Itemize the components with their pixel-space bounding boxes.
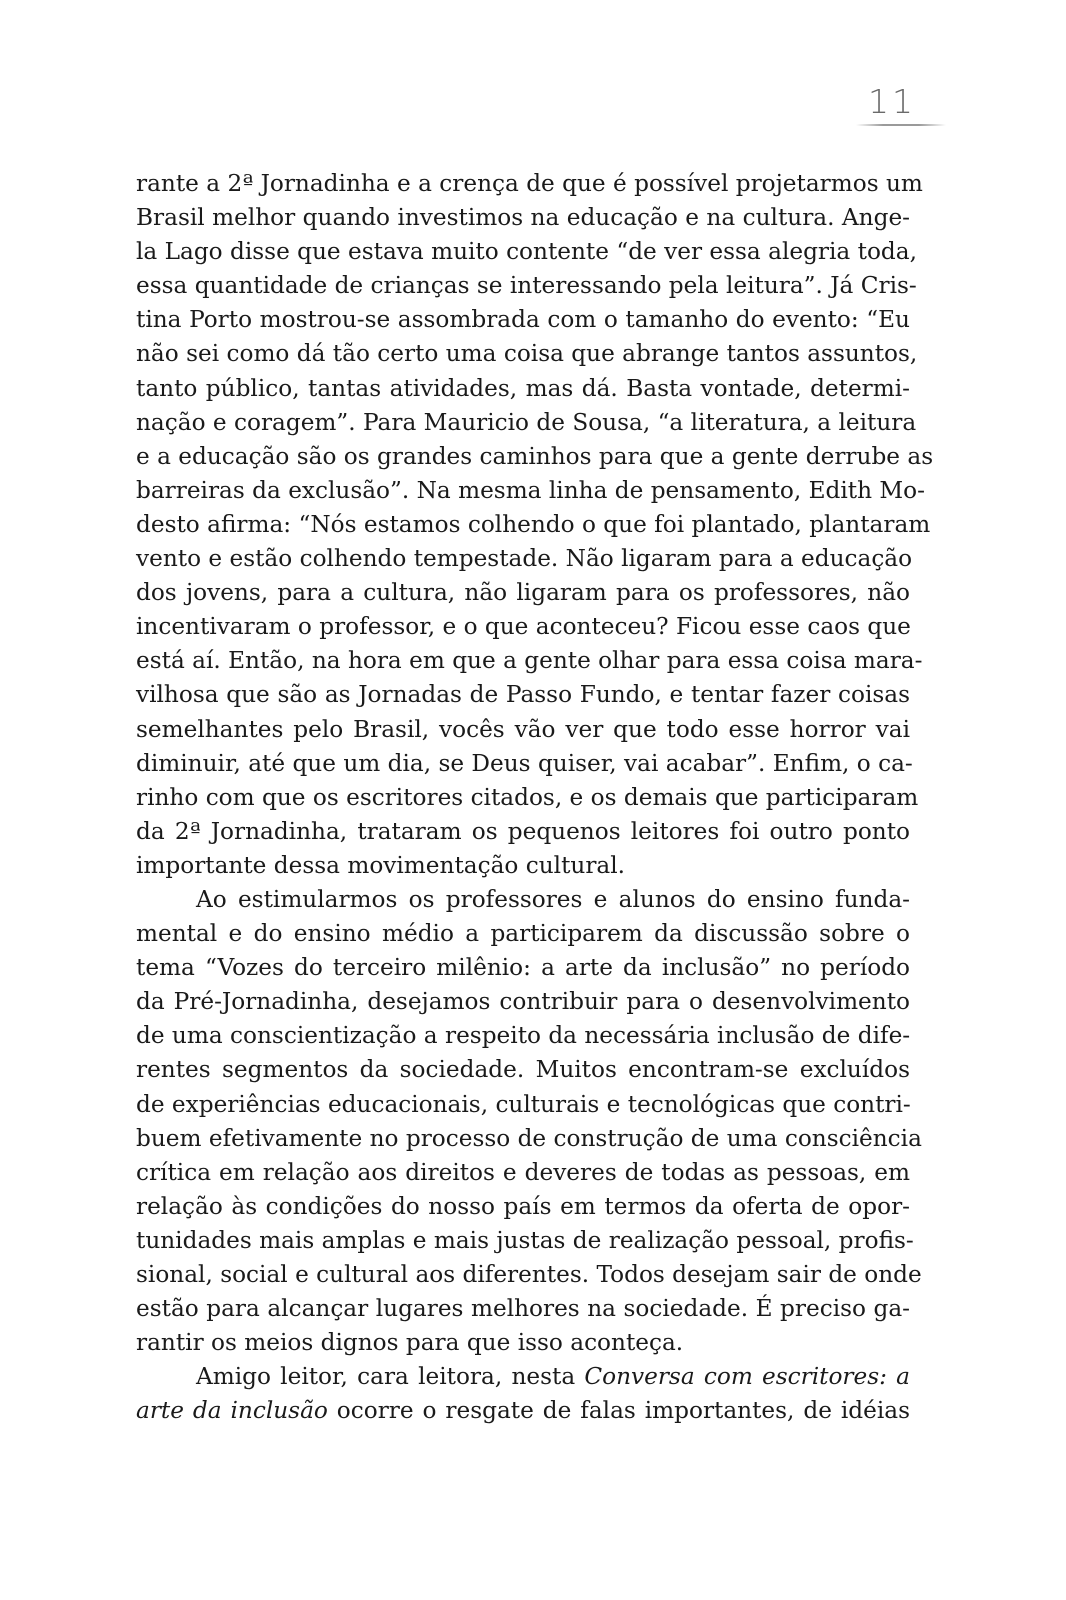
body-text <box>136 167 934 1428</box>
text-line: Ao estimularmos os professores e alunos do ensino funda- <box>196 885 910 913</box>
paragraph-2 <box>136 883 922 1360</box>
text-line: importante dessa movimentação cultural. <box>136 851 626 879</box>
book-title-italic: arte da inclusão <box>136 1397 328 1425</box>
text-line: estão para alcançar lugares melhores na sociedade. É preciso ga- <box>136 1295 910 1323</box>
text-line: tanto público, tantas atividades, mas dá. Basta vontade, determi- <box>136 374 910 402</box>
text-line: da Pré-Jornadinha, desejamos contribuir para o desenvolvimento <box>136 988 910 1016</box>
text-line: incentivaram o professor, e o que aconteceu? Ficou esse caos que <box>136 613 911 641</box>
text-line: dos jovens, para a cultura, não ligaram para os professores, não <box>136 579 910 607</box>
text-line: vilhosa que são as Jornadas de Passo Fundo, e tentar fazer coisas <box>136 681 910 709</box>
paragraph-1 <box>136 167 934 883</box>
text-line: tina Porto mostrou-se assombrada com o tamanho do evento: “Eu <box>136 306 910 334</box>
text-line: da 2ª Jornadinha, trataram os pequenos leitores foi outro ponto <box>136 817 910 845</box>
text-line: essa quantidade de crianças se interessando pela leitura”. Já Cris- <box>136 272 917 300</box>
text-line: tema “Vozes do terceiro milênio: a arte da inclusão” no período <box>136 954 910 982</box>
text-line: desto afirma: “Nós estamos colhendo o que foi plantado, plantaram <box>136 510 931 538</box>
text-line: arte da inclusão ocorre o resgate de falas importantes, de idéias <box>136 1397 910 1425</box>
text-line: rante a 2ª Jornadinha e a crença de que é possível projetarmos um <box>136 170 923 197</box>
text-line: não sei como dá tão certo uma coisa que abrange tantos assuntos, <box>136 340 918 368</box>
text-line: Brasil melhor quando investimos na educação e na cultura. Ange- <box>136 204 910 232</box>
text-line: rinho com que os escritores citados, e os demais que participaram <box>136 783 919 811</box>
text-line: Amigo leitor, cara leitora, nesta Conversa com escritores: a <box>196 1363 910 1391</box>
text-line: mental e do ensino médio a participarem da discussão sobre o <box>136 920 910 948</box>
text-line: sional, social e cultural aos diferentes. Todos desejam sair de onde <box>136 1261 922 1288</box>
text-line: vento e estão colhendo tempestade. Não ligaram para a educação <box>136 545 913 573</box>
text-line: diminuir, até que um dia, se Deus quiser, vai acabar”. Enfim, o ca- <box>136 749 913 777</box>
text-line: de experiências educacionais, culturais e tecnológicas que contri- <box>136 1090 911 1118</box>
text-line: buem efetivamente no processo de construção de uma consciência <box>136 1124 922 1152</box>
paragraph-3 <box>136 1360 910 1428</box>
text-line: la Lago disse que estava muito contente “de ver essa alegria toda, <box>136 238 917 266</box>
text-line: nação e coragem”. Para Mauricio de Sousa, “a literatura, a leitura <box>136 408 917 436</box>
page-number: 11 <box>868 82 916 121</box>
text-line: tunidades mais amplas e mais justas de realização pessoal, profis- <box>136 1226 914 1254</box>
text-line: rentes segmentos da sociedade. Muitos encontram-se excluídos <box>136 1056 910 1084</box>
page-number-rule <box>856 124 946 126</box>
text-line: está aí. Então, na hora em que a gente olhar para essa coisa mara- <box>136 647 923 675</box>
book-title-italic: Conversa com escritores: a <box>584 1363 910 1391</box>
text-line: de uma conscientização a respeito da necessária inclusão de dife- <box>136 1022 911 1050</box>
text-line: barreiras da exclusão”. Na mesma linha de pensamento, Edith Mo- <box>136 476 925 504</box>
text-line: rantir os meios dignos para que isso aconteça. <box>136 1329 684 1357</box>
text-line: semelhantes pelo Brasil, vocês vão ver que todo esse horror vai <box>136 715 910 743</box>
text-line: relação às condições do nosso país em termos da oferta de opor- <box>136 1192 910 1220</box>
text-line: crítica em relação aos direitos e deveres de todas as pessoas, em <box>136 1158 910 1186</box>
text-line: e a educação são os grandes caminhos para que a gente derrube as <box>136 442 934 470</box>
